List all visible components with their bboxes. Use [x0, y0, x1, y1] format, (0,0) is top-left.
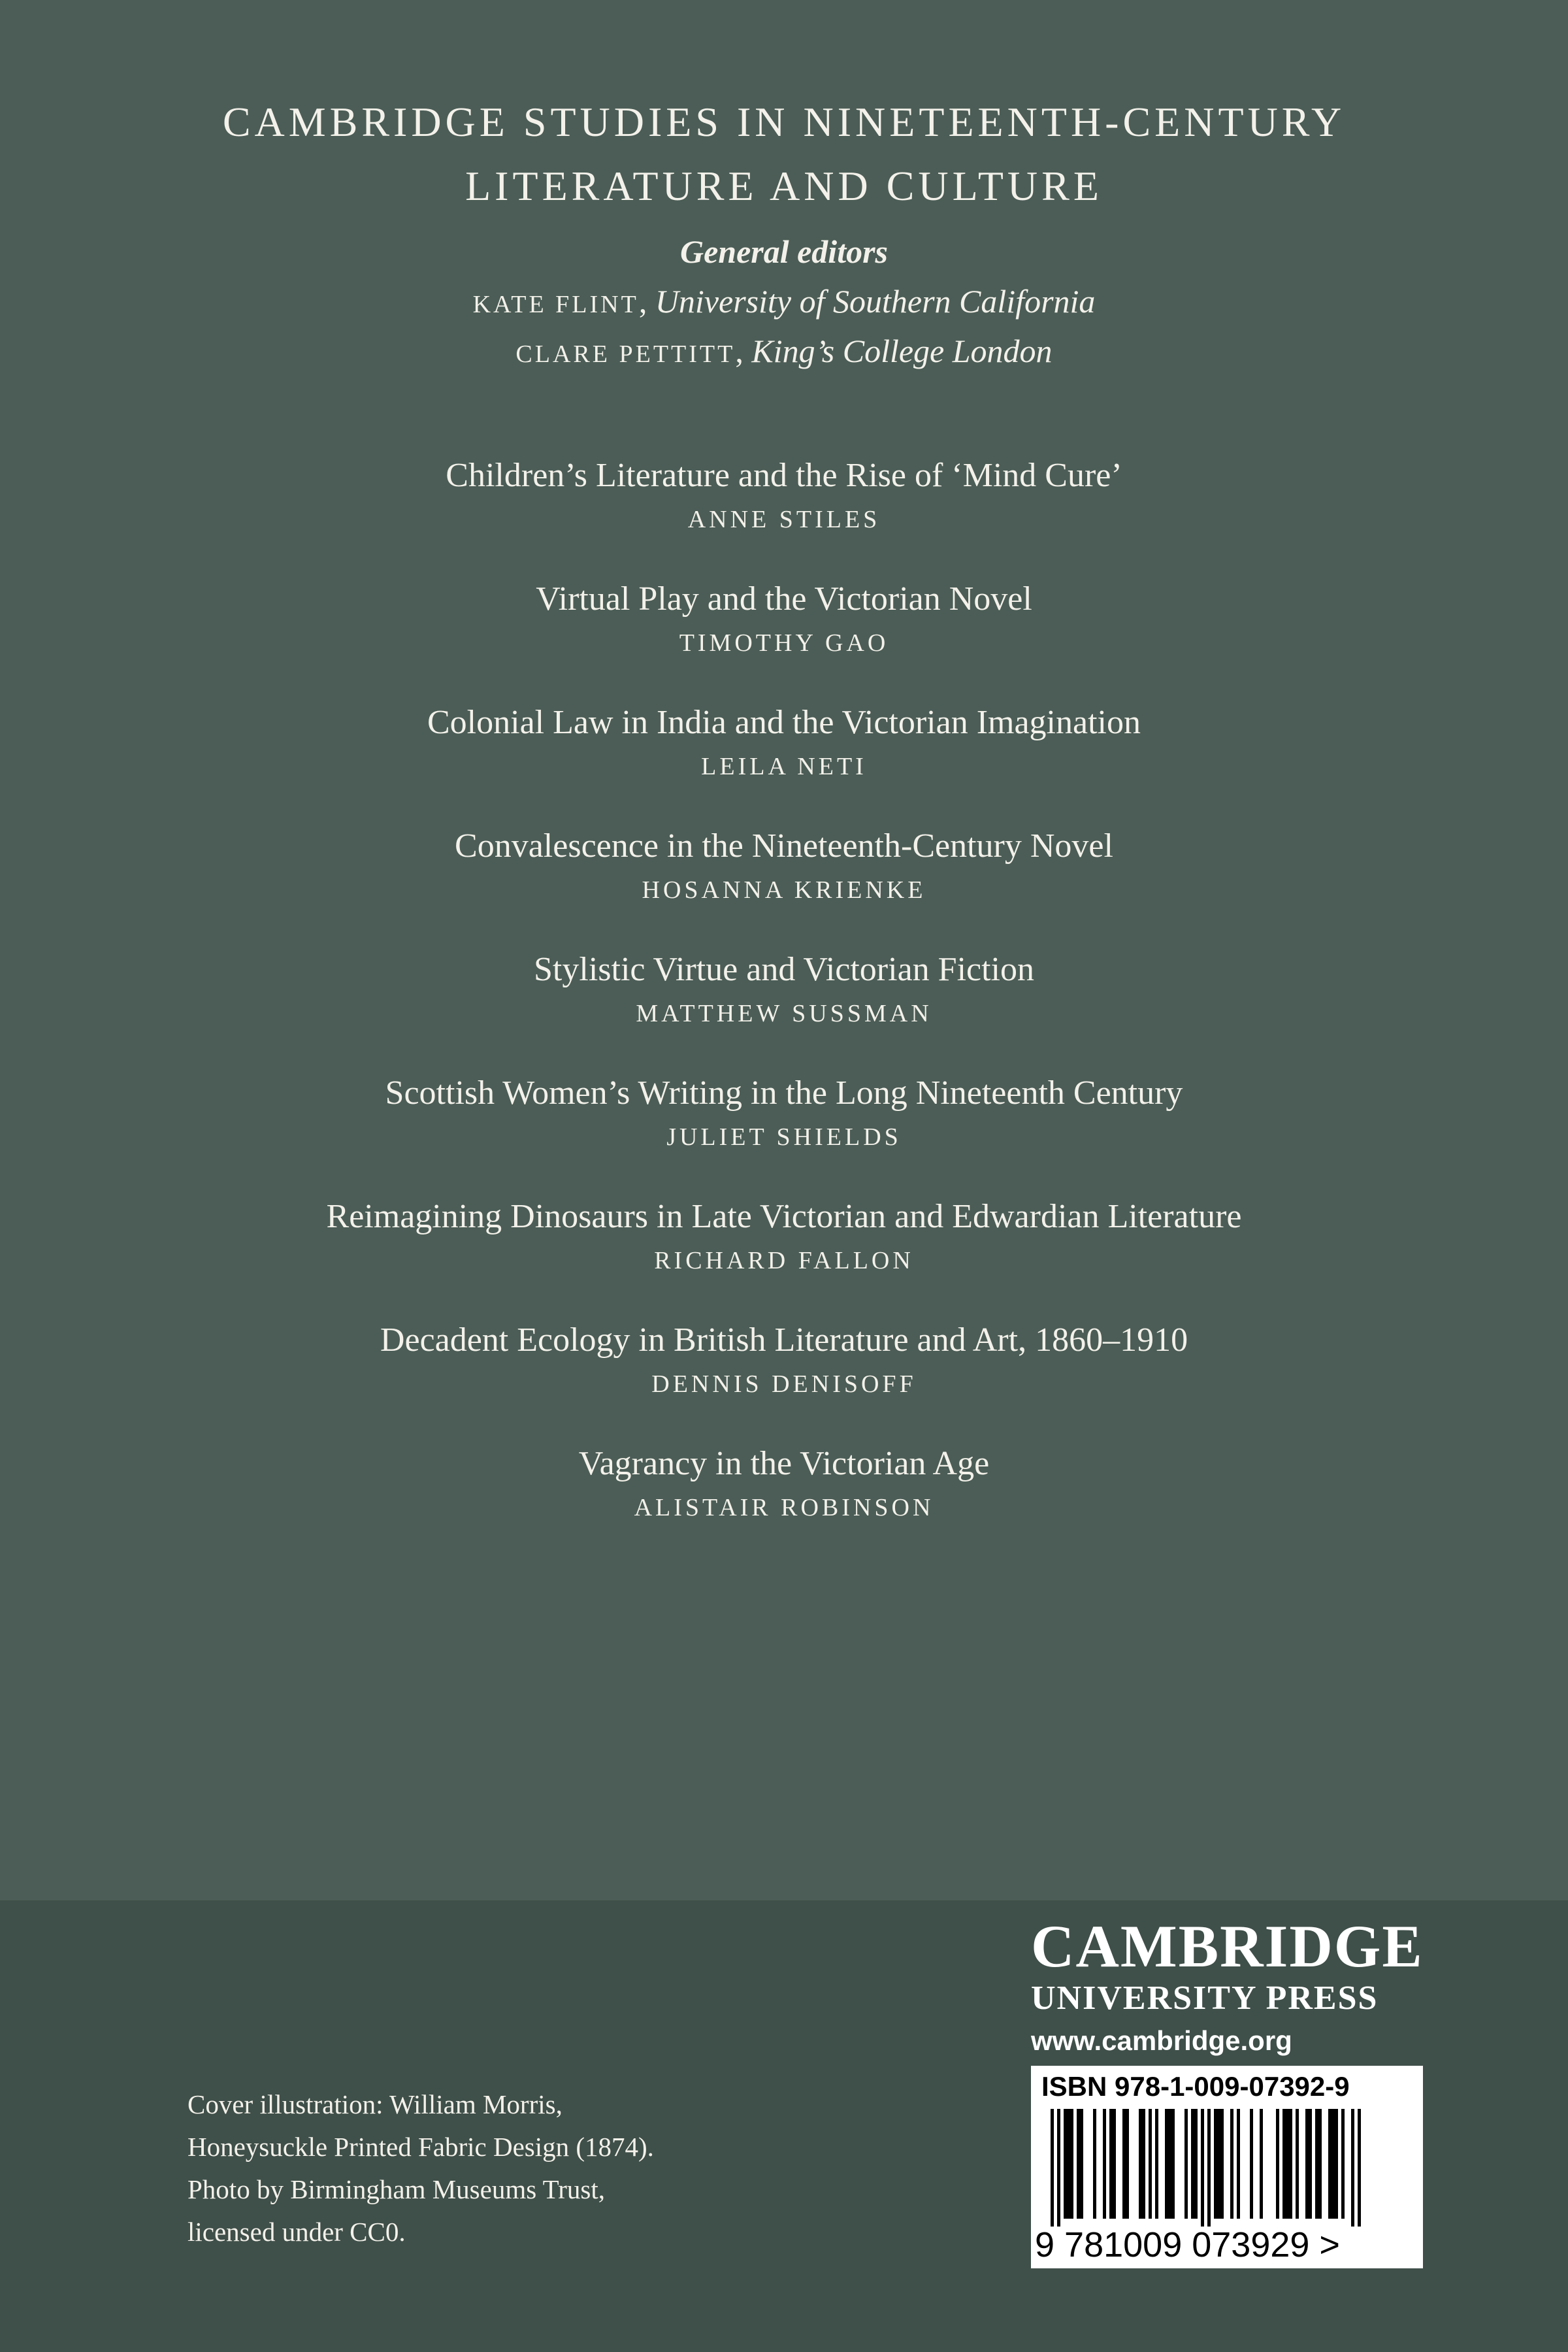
barcode-bar — [1286, 2109, 1289, 2219]
barcode-bar — [1296, 2109, 1299, 2219]
barcode-bar — [1260, 2109, 1263, 2219]
barcode-bar — [1126, 2109, 1129, 2219]
barcode-bar — [1309, 2109, 1312, 2219]
barcode-bar — [1103, 2109, 1106, 2219]
barcode-bar — [1318, 2109, 1322, 2219]
book-entry — [0, 821, 1568, 945]
book-title: Vagrancy in the Victorian Age — [578, 1445, 990, 1482]
barcode-bar — [1335, 2109, 1338, 2219]
barcode-bar — [1289, 2109, 1292, 2219]
book-title: Colonial Law in India and the Victorian Imagination — [427, 704, 1141, 741]
book-entry — [0, 698, 1568, 821]
credit-line: Honeysuckle Printed Fabric Design (1874). — [188, 2132, 654, 2162]
barcode-bar — [1214, 2109, 1217, 2219]
barcode-bar — [1149, 2109, 1152, 2219]
barcode-bar — [1184, 2109, 1188, 2219]
barcode-bar — [1328, 2109, 1331, 2219]
barcode-bar — [1064, 2109, 1067, 2219]
book-author: ALISTAIR ROBINSON — [634, 1494, 934, 1521]
barcode-bar — [1220, 2109, 1224, 2219]
barcode-bar — [1113, 2109, 1116, 2219]
book-author: JULIET SHIELDS — [666, 1123, 902, 1151]
book-entry — [0, 945, 1568, 1068]
barcode-bar — [1051, 2109, 1054, 2227]
book-title: Convalescence in the Nineteenth-Century Novel — [455, 827, 1113, 865]
barcode-bar — [1077, 2109, 1080, 2219]
book-title: Reimagining Dinosaurs in Late Victorian and Edwardian Literature — [326, 1198, 1242, 1235]
series-title-line-1: CAMBRIDGE STUDIES IN NINETEENTH-CENTURY — [222, 99, 1346, 145]
book-title: Children’s Literature and the Rise of ‘Mind Cure’ — [446, 457, 1122, 494]
book-entry — [0, 574, 1568, 698]
credit-line: licensed under CC0. — [188, 2217, 406, 2247]
barcode-bar — [1305, 2109, 1309, 2219]
book-author: ANNE STILES — [687, 506, 881, 533]
barcode-bar — [1351, 2109, 1354, 2227]
publisher-logo — [1031, 1913, 1429, 2064]
barcode-bar — [1155, 2109, 1158, 2219]
book-author: MATTHEW SUSSMAN — [636, 1000, 932, 1027]
isbn-barcode — [1031, 2066, 1423, 2268]
book-title: Decadent Ecology in British Literature and Art, 1860–1910 — [380, 1321, 1188, 1359]
book-entry — [0, 1068, 1568, 1192]
credit-line: Cover illustration: William Morris, — [188, 2089, 563, 2119]
book-author: DENNIS DENISOFF — [651, 1370, 917, 1398]
barcode-bar — [1230, 2109, 1233, 2219]
barcode-bar — [1282, 2109, 1286, 2219]
editor-1-affiliation: University of Southern California — [655, 283, 1096, 320]
barcode-bar — [1080, 2109, 1083, 2219]
barcode-bar — [1358, 2109, 1361, 2227]
editor-1-name: KATE FLINT — [472, 291, 639, 318]
barcode-bar — [1168, 2109, 1171, 2219]
barcode-bar — [1165, 2109, 1168, 2219]
book-author: RICHARD FALLON — [654, 1247, 914, 1274]
book-entry — [0, 451, 1568, 574]
book-author: LEILA NETI — [701, 753, 867, 780]
barcode-bar — [1109, 2109, 1113, 2219]
barcode-bar — [1201, 2109, 1204, 2227]
book-entry — [0, 1192, 1568, 1316]
editor-1: KATE FLINT, University of Southern California — [472, 283, 1096, 320]
barcode-bar — [1191, 2109, 1194, 2219]
book-entry — [0, 1439, 1568, 1563]
barcode-bar — [1250, 2109, 1253, 2219]
series-title — [0, 90, 1568, 218]
publisher-name: CAMBRIDGE — [1031, 1913, 1424, 1979]
barcode-bar — [1237, 2109, 1240, 2219]
editor-2-name: CLARE PETTITT — [515, 340, 736, 368]
barcode-bar — [1171, 2109, 1175, 2219]
barcode-bar — [1122, 2109, 1126, 2219]
barcode-bar — [1093, 2109, 1096, 2219]
publisher-subtitle: UNIVERSITY PRESS — [1031, 1979, 1379, 2017]
book-title: Virtual Play and the Victorian Novel — [536, 580, 1032, 618]
cover-illustration-credit — [188, 2083, 776, 2253]
ean-digits: 9 781009 073929 > — [1035, 2225, 1340, 2264]
barcode-bar — [1341, 2109, 1345, 2219]
credit-line: Photo by Birmingham Museums Trust, — [188, 2174, 606, 2204]
barcode-bar — [1070, 2109, 1073, 2219]
book-title: Stylistic Virtue and Victorian Fiction — [534, 951, 1034, 988]
book-title: Scottish Women’s Writing in the Long Nineteenth Century — [385, 1074, 1183, 1112]
barcode-bar — [1139, 2109, 1142, 2219]
publisher-url: www.cambridge.org — [1031, 2025, 1292, 2056]
barcode-bars — [1051, 2109, 1403, 2227]
series-book-list — [0, 451, 1568, 1563]
barcode-bar — [1315, 2109, 1318, 2219]
book-author: TIMOTHY GAO — [679, 629, 889, 657]
general-editors-heading: General editors — [679, 233, 889, 270]
barcode-bar — [1217, 2109, 1220, 2219]
editor-2: CLARE PETTITT, King’s College London — [515, 333, 1053, 369]
isbn-label: ISBN 978-1-009-07392-9 — [1041, 2071, 1350, 2102]
barcode-bar — [1331, 2109, 1335, 2219]
editor-2-affiliation: King’s College London — [751, 333, 1053, 369]
barcode-bar — [1194, 2109, 1198, 2219]
barcode-bar — [1142, 2109, 1145, 2219]
book-author: HOSANNA KRIENKE — [642, 876, 926, 904]
barcode-bar — [1276, 2109, 1279, 2219]
barcode-bar — [1067, 2109, 1070, 2219]
barcode-bar — [1057, 2109, 1060, 2227]
barcode-bar — [1207, 2109, 1211, 2227]
book-entry — [0, 1316, 1568, 1439]
series-title-line-2: LITERATURE AND CULTURE — [465, 163, 1103, 209]
